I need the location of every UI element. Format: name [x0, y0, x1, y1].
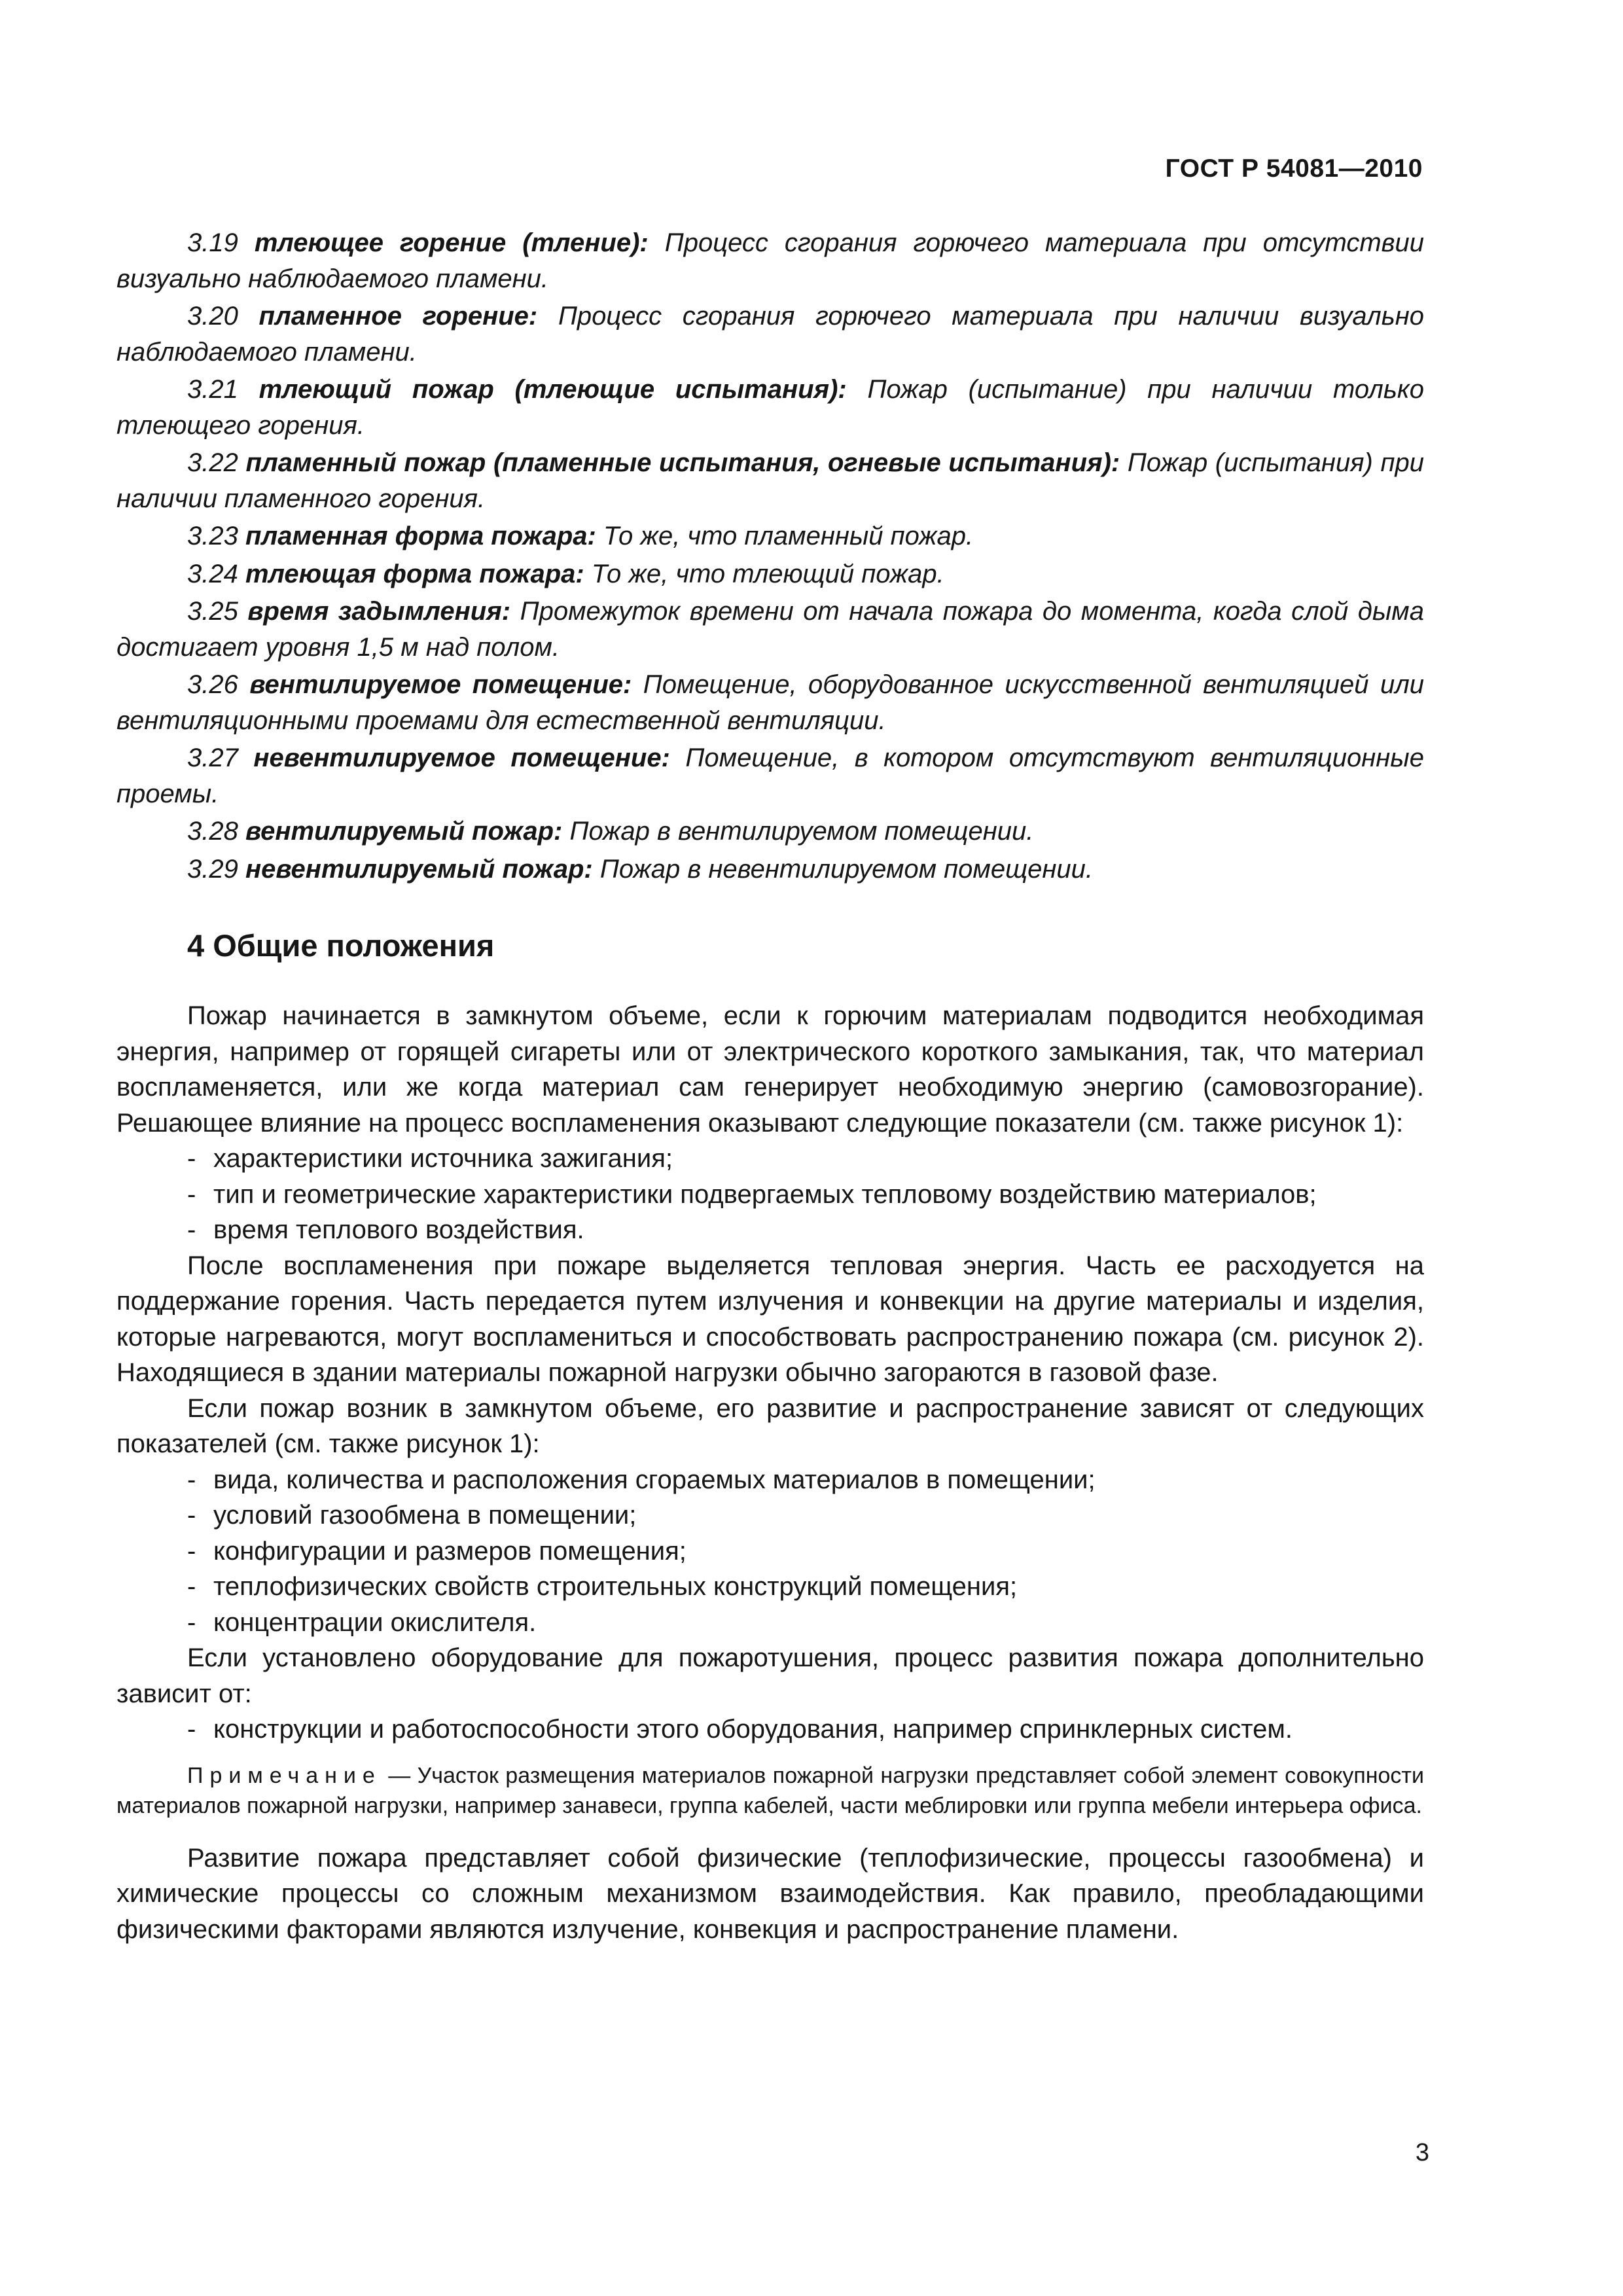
- term-number: 3.27: [187, 744, 238, 772]
- term-number: 3.23: [187, 522, 238, 550]
- term-definition: [116, 740, 1424, 812]
- extinguishing-factors-list: [116, 1712, 1424, 1748]
- page-number: 3: [1415, 2139, 1429, 2166]
- list-item: [116, 1712, 1424, 1748]
- term-definition: [116, 556, 1424, 592]
- term-definition: [116, 225, 1424, 296]
- term-number: 3.26: [187, 670, 238, 699]
- dash-bullet: -: [187, 1179, 196, 1209]
- term-description: Пожар в вентилируемом помещении.: [569, 817, 1034, 846]
- dash-bullet: -: [187, 1536, 196, 1566]
- list-item: [116, 1534, 1424, 1570]
- list-item: [116, 1177, 1424, 1213]
- spread-factors-list: [116, 1462, 1424, 1641]
- list-item-text: условий газообмена в помещении;: [213, 1501, 637, 1530]
- list-item-text: теплофизических свойств строительных конструкций помещения;: [213, 1572, 1018, 1601]
- term-definition: [116, 852, 1424, 888]
- term-description: То же, что тлеющий пожар.: [591, 559, 944, 588]
- paragraph-development: Развитие пожара представляет собой физические (теплофизические, процессы газообмена) и химические процессы со сложным механизмом взаимодействия. Как правило, преобладающими физическими факторами являются излучение, конвекция и распространение пламени.: [116, 1843, 1424, 1944]
- list-item: [116, 1212, 1424, 1248]
- list-item-text: тип и геометрические характеристики подвергаемых тепловому воздействию материалов;: [213, 1179, 1317, 1209]
- term-name: пламенная форма пожара:: [245, 522, 596, 550]
- list-item: [116, 1498, 1424, 1534]
- term-definition: [116, 814, 1424, 850]
- list-item-text: концентрации окислителя.: [213, 1607, 537, 1637]
- paragraph-heat-release: После воспламенения при пожаре выделяется тепловая энергия. Часть ее расходуется на поддержание горения. Часть передается путем излучения и конвекции на другие материалы и изделия, которые нагреваются, могут воспламениться и способствовать распространению пожара (см. рисунок 2). Находящиеся в здании материалы пожарной нагрузки обычно загораются в газовой фазе.: [116, 1251, 1424, 1387]
- term-number: 3.22: [187, 448, 238, 477]
- terms-list: [116, 225, 1424, 887]
- dash-bullet: -: [187, 1215, 196, 1244]
- term-definition: [116, 372, 1424, 443]
- term-number: 3.25: [187, 597, 238, 626]
- term-description: Промежуток времени от начала пожара до момента, когда слой дыма достигает уровня 1,5 м над полом.: [116, 597, 1424, 662]
- standard-code-header: ГОСТ Р 54081—2010: [1165, 154, 1423, 183]
- term-name: вентилируемое помещение:: [249, 670, 632, 699]
- list-item-text: вида, количества и расположения сгораемых материалов в помещении;: [213, 1465, 1096, 1494]
- term-name: пламенное горение:: [259, 302, 538, 331]
- note: [116, 1761, 1424, 1821]
- term-definition: [116, 594, 1424, 665]
- term-name: пламенный пожар (пламенные испытания, огневые испытания):: [245, 448, 1120, 477]
- list-item: [116, 1141, 1424, 1177]
- list-item: [116, 1462, 1424, 1498]
- list-item-text: конфигурации и размеров помещения;: [213, 1536, 687, 1566]
- term-definition: [116, 298, 1424, 370]
- paragraph-spread-factors: Если пожар возник в замкнутом объеме, его развитие и распространение зависят от следующих показателей (см. также рисунок 1):: [116, 1393, 1424, 1458]
- term-name: вентилируемый пожар:: [245, 817, 563, 846]
- list-item: [116, 1569, 1424, 1605]
- term-description: Процесс сгорания горючего материала при наличии визуально наблюдаемого пламени.: [116, 302, 1424, 367]
- term-description: Пожар (испытание) при наличии только тлеющего горения.: [116, 375, 1424, 440]
- term-definition: [116, 445, 1424, 516]
- dash-bullet: -: [187, 1465, 196, 1494]
- section-title: 4 Общие положения: [187, 928, 495, 963]
- ignition-factors-list: [116, 1141, 1424, 1248]
- dash-bullet: -: [187, 1572, 196, 1601]
- term-description: Пожар в невентилируемом помещении.: [599, 854, 1093, 884]
- list-item-text: конструкции и работоспособности этого оборудования, например спринклерных систем.: [213, 1715, 1293, 1744]
- term-name: время задымления:: [247, 597, 511, 626]
- dash-bullet: -: [187, 1715, 196, 1744]
- term-definition: [116, 667, 1424, 738]
- paragraph-ignition: Пожар начинается в замкнутом объеме, если к горючим материалам подводится необходимая энергия, например от горящей сигареты или от электрического короткого замыкания, так, что материал воспламеняется, или же когда материал сам генерирует необходимую энергию (самовозгорание). Решающее влияние на процесс воспламенения оказывают следующие показатели (см. также рисунок 1):: [116, 1001, 1424, 1138]
- term-description: Помещение, оборудованное искусственной вентиляцией или вентиляционными проемами для естественной вентиляции.: [116, 670, 1424, 735]
- paragraph-extinguishing: Если установлено оборудование для пожаротушения, процесс развития пожара дополнительно зависит от:: [116, 1643, 1424, 1708]
- term-name: тлеющая форма пожара:: [245, 559, 584, 588]
- note-text: — Участок размещения материалов пожарной нагрузки представляет собой элемент совокупности материалов пожарной нагрузки, например занавеси, группа кабелей, части меблировки или группа мебели интерьера офиса.: [116, 1763, 1424, 1818]
- list-item-text: время теплового воздействия.: [213, 1215, 584, 1244]
- list-item: [116, 1605, 1424, 1641]
- term-name: невентилируемое помещение:: [253, 744, 670, 772]
- dash-bullet: -: [187, 1607, 196, 1637]
- term-definition: [116, 518, 1424, 554]
- note-label: Примечание: [187, 1763, 382, 1788]
- list-item-text: характеристики источника зажигания;: [213, 1144, 673, 1173]
- page-content: [116, 225, 1424, 1947]
- term-description: Процесс сгорания горючего материала при отсутствии визуально наблюдаемого пламени.: [116, 228, 1425, 293]
- dash-bullet: -: [187, 1501, 196, 1530]
- term-number: 3.20: [187, 302, 238, 331]
- term-description: Помещение, в котором отсутствуют вентиляционные проемы.: [116, 744, 1424, 808]
- term-name: тлеющий пожар (тлеющие испытания):: [259, 375, 847, 404]
- term-number: 3.19: [187, 228, 238, 257]
- term-name: невентилируемый пожар:: [245, 854, 593, 884]
- term-description: Пожар (испытания) при наличии пламенного горения.: [116, 448, 1424, 513]
- term-number: 3.21: [187, 375, 238, 404]
- term-number: 3.24: [187, 559, 238, 588]
- term-description: То же, что пламенный пожар.: [603, 522, 974, 550]
- term-number: 3.29: [187, 854, 238, 884]
- term-name: тлеющее горение (тление):: [254, 228, 649, 257]
- dash-bullet: -: [187, 1144, 196, 1173]
- term-number: 3.28: [187, 817, 238, 846]
